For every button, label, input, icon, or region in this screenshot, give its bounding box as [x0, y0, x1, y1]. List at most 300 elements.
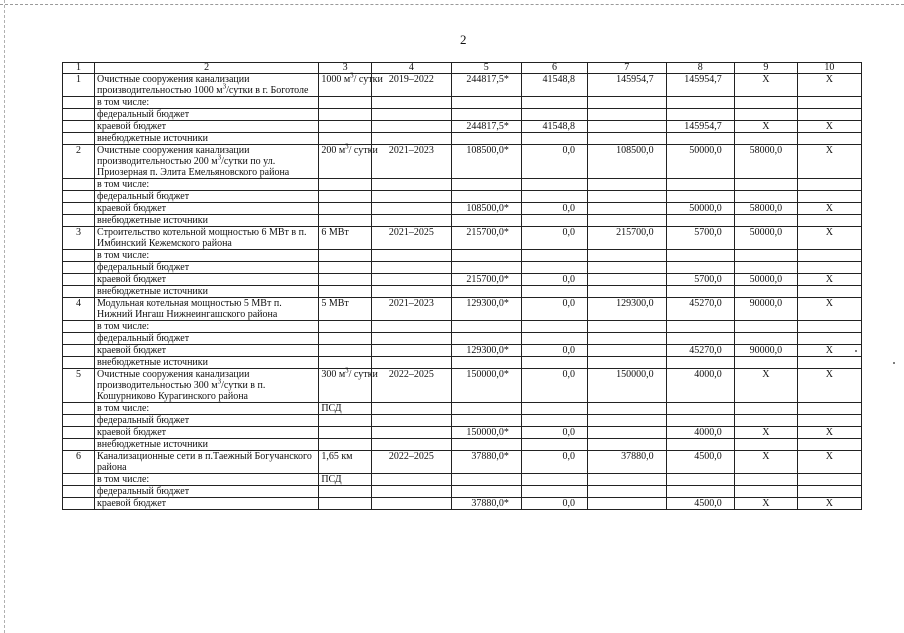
col8-value-cell	[666, 179, 734, 191]
budget-subrow	[63, 250, 862, 262]
object-name-cell: Очистные сооружения канализации производительностью 300 $м^3$/сутки в п. Кошурниково Курагинского района	[95, 369, 319, 403]
col7-value-cell	[588, 262, 667, 274]
col8-value-cell	[666, 191, 734, 203]
col8-value-cell	[666, 333, 734, 345]
col9-value-cell	[734, 286, 797, 298]
capacity-cell: 200 $м^3/$ сутки	[319, 145, 372, 179]
header-cell: 2	[95, 63, 319, 74]
budget-subrow	[63, 191, 862, 203]
col6-value-cell: 0,0	[521, 451, 587, 474]
capacity-cell	[319, 486, 372, 498]
object-name-cell: в том числе:	[95, 321, 319, 333]
header-cell: 5	[451, 63, 521, 74]
col6-value-cell	[521, 215, 587, 227]
col10-value-cell	[797, 109, 861, 121]
col8-value-cell	[666, 486, 734, 498]
col8-value-cell: 45270,0	[666, 298, 734, 321]
col9-value-cell	[734, 109, 797, 121]
object-name-cell: федеральный бюджет	[95, 486, 319, 498]
total-cost-cell: 37880,0*	[451, 451, 521, 474]
row-number-cell: 1	[63, 74, 95, 97]
col10-value-cell: Х	[797, 451, 861, 474]
object-name-cell: федеральный бюджет	[95, 191, 319, 203]
col10-value-cell: Х	[797, 345, 861, 357]
col10-value-cell	[797, 321, 861, 333]
total-cost-cell: 129300,0*	[451, 298, 521, 321]
row-number-cell	[63, 215, 95, 227]
budget-subrow	[63, 498, 862, 510]
object-name-cell: краевой бюджет	[95, 498, 319, 510]
col6-value-cell	[521, 97, 587, 109]
capacity-cell	[319, 439, 372, 451]
col9-value-cell: 90000,0	[734, 298, 797, 321]
col8-value-cell	[666, 403, 734, 415]
row-number-cell	[63, 439, 95, 451]
header-row	[63, 63, 862, 74]
capacity-cell	[319, 427, 372, 439]
col9-value-cell: Х	[734, 427, 797, 439]
col7-value-cell: 108500,0	[588, 145, 667, 179]
col10-value-cell: Х	[797, 227, 861, 250]
row-number-cell: 4	[63, 298, 95, 321]
col8-value-cell: 4500,0	[666, 498, 734, 510]
col10-value-cell	[797, 474, 861, 486]
col6-value-cell	[521, 321, 587, 333]
object-name-cell: Строительство котельной мощностью 6 МВт в п. Имбинский Кежемского района	[95, 227, 319, 250]
col8-value-cell: 4000,0	[666, 427, 734, 439]
period-cell: 2019–2022	[372, 74, 452, 97]
total-cost-cell	[451, 215, 521, 227]
total-cost-cell: 215700,0*	[451, 274, 521, 286]
total-cost-cell	[451, 286, 521, 298]
col7-value-cell: 150000,0	[588, 369, 667, 403]
col9-value-cell	[734, 415, 797, 427]
total-cost-cell: 244817,5*	[451, 74, 521, 97]
object-name-cell: в том числе:	[95, 474, 319, 486]
period-cell: 2022–2025	[372, 369, 452, 403]
col8-value-cell	[666, 109, 734, 121]
budget-subrow	[63, 333, 862, 345]
col10-value-cell: Х	[797, 369, 861, 403]
row-number-cell	[63, 121, 95, 133]
col9-value-cell: 50000,0	[734, 227, 797, 250]
object-name-cell: Очистные сооружения канализации производительностью 1000 $м^3$/сутки в г. Боготоле	[95, 74, 319, 97]
object-row	[63, 74, 862, 97]
period-cell: 2021–2025	[372, 227, 452, 250]
total-cost-cell	[451, 250, 521, 262]
period-cell: 2022–2025	[372, 451, 452, 474]
col10-value-cell	[797, 439, 861, 451]
col10-value-cell	[797, 415, 861, 427]
col8-value-cell	[666, 415, 734, 427]
col9-value-cell	[734, 262, 797, 274]
budget-subrow	[63, 179, 862, 191]
header-cell: 10	[797, 63, 861, 74]
row-number-cell	[63, 133, 95, 145]
object-row	[63, 298, 862, 321]
capacity-cell: 1,65 км	[319, 451, 372, 474]
object-name-cell: внебюджетные источники	[95, 439, 319, 451]
col10-value-cell: Х	[797, 498, 861, 510]
period-cell	[372, 357, 452, 369]
col8-value-cell	[666, 474, 734, 486]
period-cell	[372, 262, 452, 274]
total-cost-cell	[451, 133, 521, 145]
total-cost-cell	[451, 262, 521, 274]
capacity-cell	[319, 109, 372, 121]
budget-subrow	[63, 215, 862, 227]
col8-value-cell	[666, 97, 734, 109]
col10-value-cell	[797, 333, 861, 345]
total-cost-cell: 244817,5*	[451, 121, 521, 133]
investment-table	[62, 62, 862, 510]
capacity-cell: ПСД	[319, 403, 372, 415]
capacity-cell	[319, 498, 372, 510]
period-cell	[372, 474, 452, 486]
budget-subrow	[63, 109, 862, 121]
period-cell	[372, 250, 452, 262]
col8-value-cell: 50000,0	[666, 203, 734, 215]
budget-subrow	[63, 345, 862, 357]
col7-value-cell	[588, 498, 667, 510]
period-cell	[372, 439, 452, 451]
object-name-cell: краевой бюджет	[95, 345, 319, 357]
object-name-cell: Очистные сооружения канализации производительностью 200 $м^3$/сутки по ул. Приозерная п. Элита Емельяновского района	[95, 145, 319, 179]
col9-value-cell	[734, 333, 797, 345]
period-cell	[372, 415, 452, 427]
col10-value-cell	[797, 191, 861, 203]
row-number-cell	[63, 274, 95, 286]
capacity-cell	[319, 191, 372, 203]
header-cell: 8	[666, 63, 734, 74]
col7-value-cell: 129300,0	[588, 298, 667, 321]
col6-value-cell: 0,0	[521, 498, 587, 510]
total-cost-cell: 108500,0*	[451, 145, 521, 179]
col10-value-cell	[797, 262, 861, 274]
header-cell: 7	[588, 63, 667, 74]
col8-value-cell: 4000,0	[666, 369, 734, 403]
col7-value-cell	[588, 250, 667, 262]
capacity-cell	[319, 215, 372, 227]
row-number-cell	[63, 486, 95, 498]
object-name-cell: Модульная котельная мощностью 5 МВт п. Нижний Ингаш Нижнеингашского района	[95, 298, 319, 321]
col8-value-cell	[666, 357, 734, 369]
col10-value-cell	[797, 486, 861, 498]
row-number-cell: 5	[63, 369, 95, 403]
object-name-cell: федеральный бюджет	[95, 262, 319, 274]
period-cell: 2021–2023	[372, 145, 452, 179]
col7-value-cell	[588, 345, 667, 357]
object-name-cell: краевой бюджет	[95, 427, 319, 439]
col7-value-cell	[588, 321, 667, 333]
col8-value-cell: 145954,7	[666, 121, 734, 133]
col7-value-cell	[588, 486, 667, 498]
col10-value-cell: Х	[797, 427, 861, 439]
budget-subrow	[63, 439, 862, 451]
col6-value-cell	[521, 403, 587, 415]
scan-speck	[855, 350, 857, 352]
capacity-cell	[319, 179, 372, 191]
col6-value-cell: 0,0	[521, 203, 587, 215]
object-name-cell: федеральный бюджет	[95, 415, 319, 427]
col7-value-cell	[588, 121, 667, 133]
col7-value-cell	[588, 133, 667, 145]
col10-value-cell	[797, 215, 861, 227]
col10-value-cell: Х	[797, 74, 861, 97]
col8-value-cell	[666, 250, 734, 262]
col10-value-cell: Х	[797, 298, 861, 321]
capacity-cell: ПСД	[319, 474, 372, 486]
col9-value-cell	[734, 191, 797, 203]
total-cost-cell: 215700,0*	[451, 227, 521, 250]
period-cell	[372, 427, 452, 439]
capacity-cell	[319, 274, 372, 286]
total-cost-cell	[451, 403, 521, 415]
col7-value-cell	[588, 286, 667, 298]
col6-value-cell: 0,0	[521, 145, 587, 179]
total-cost-cell	[451, 415, 521, 427]
col7-value-cell	[588, 427, 667, 439]
period-cell	[372, 191, 452, 203]
object-row	[63, 145, 862, 179]
col7-value-cell: 145954,7	[588, 74, 667, 97]
budget-subrow	[63, 357, 862, 369]
scan-speck	[893, 362, 895, 364]
col10-value-cell	[797, 133, 861, 145]
budget-subrow	[63, 203, 862, 215]
total-cost-cell	[451, 486, 521, 498]
capacity-cell: 5 МВт	[319, 298, 372, 321]
row-number-cell	[63, 333, 95, 345]
col8-value-cell: 145954,7	[666, 74, 734, 97]
capacity-cell	[319, 415, 372, 427]
capacity-cell	[319, 345, 372, 357]
col8-value-cell	[666, 262, 734, 274]
col7-value-cell: 37880,0	[588, 451, 667, 474]
col10-value-cell	[797, 286, 861, 298]
col10-value-cell: Х	[797, 121, 861, 133]
object-name-cell: внебюджетные источники	[95, 215, 319, 227]
total-cost-cell	[451, 97, 521, 109]
object-name-cell: в том числе:	[95, 97, 319, 109]
col7-value-cell	[588, 203, 667, 215]
object-name-cell: в том числе:	[95, 179, 319, 191]
capacity-cell	[319, 286, 372, 298]
col8-value-cell	[666, 215, 734, 227]
col7-value-cell: 215700,0	[588, 227, 667, 250]
period-cell	[372, 215, 452, 227]
row-number-cell	[63, 286, 95, 298]
total-cost-cell	[451, 474, 521, 486]
col6-value-cell: 0,0	[521, 369, 587, 403]
budget-subrow	[63, 274, 862, 286]
row-number-cell	[63, 403, 95, 415]
capacity-cell	[319, 203, 372, 215]
capacity-cell	[319, 333, 372, 345]
col7-value-cell	[588, 97, 667, 109]
col9-value-cell	[734, 486, 797, 498]
period-cell	[372, 345, 452, 357]
capacity-cell: 300 $м^3/$ сутки	[319, 369, 372, 403]
row-number-cell: 6	[63, 451, 95, 474]
col7-value-cell	[588, 403, 667, 415]
object-name-cell: федеральный бюджет	[95, 333, 319, 345]
period-cell	[372, 179, 452, 191]
col6-value-cell	[521, 250, 587, 262]
col9-value-cell: Х	[734, 74, 797, 97]
budget-subrow	[63, 121, 862, 133]
col7-value-cell	[588, 179, 667, 191]
budget-subrow	[63, 474, 862, 486]
table-body	[63, 63, 862, 510]
period-cell	[372, 498, 452, 510]
col9-value-cell: Х	[734, 451, 797, 474]
col9-value-cell: 90000,0	[734, 345, 797, 357]
col6-value-cell: 41548,8	[521, 74, 587, 97]
col9-value-cell: Х	[734, 369, 797, 403]
col7-value-cell	[588, 333, 667, 345]
total-cost-cell: 150000,0*	[451, 427, 521, 439]
row-number-cell: 3	[63, 227, 95, 250]
row-number-cell	[63, 357, 95, 369]
row-number-cell: 2	[63, 145, 95, 179]
row-number-cell	[63, 250, 95, 262]
budget-subrow	[63, 133, 862, 145]
total-cost-cell	[451, 191, 521, 203]
period-cell	[372, 121, 452, 133]
row-number-cell	[63, 415, 95, 427]
col7-value-cell	[588, 439, 667, 451]
col8-value-cell: 5700,0	[666, 227, 734, 250]
col7-value-cell	[588, 415, 667, 427]
col6-value-cell	[521, 474, 587, 486]
header-cell: 6	[521, 63, 587, 74]
col10-value-cell	[797, 403, 861, 415]
object-name-cell: в том числе:	[95, 403, 319, 415]
total-cost-cell	[451, 179, 521, 191]
period-cell	[372, 403, 452, 415]
object-name-cell: краевой бюджет	[95, 274, 319, 286]
row-number-cell	[63, 498, 95, 510]
col9-value-cell: Х	[734, 498, 797, 510]
col6-value-cell	[521, 262, 587, 274]
col10-value-cell	[797, 97, 861, 109]
col10-value-cell	[797, 179, 861, 191]
period-cell	[372, 133, 452, 145]
col7-value-cell	[588, 274, 667, 286]
row-number-cell	[63, 109, 95, 121]
col9-value-cell	[734, 97, 797, 109]
period-cell: 2021–2023	[372, 298, 452, 321]
period-cell	[372, 274, 452, 286]
object-name-cell: внебюджетные источники	[95, 133, 319, 145]
col10-value-cell	[797, 357, 861, 369]
row-number-cell	[63, 427, 95, 439]
period-cell	[372, 109, 452, 121]
row-number-cell	[63, 262, 95, 274]
scan-edge-top	[0, 4, 904, 5]
col6-value-cell	[521, 333, 587, 345]
col8-value-cell: 4500,0	[666, 451, 734, 474]
capacity-cell	[319, 97, 372, 109]
col6-value-cell	[521, 357, 587, 369]
col7-value-cell	[588, 109, 667, 121]
col6-value-cell	[521, 191, 587, 203]
col6-value-cell	[521, 486, 587, 498]
row-number-cell	[63, 179, 95, 191]
col6-value-cell	[521, 415, 587, 427]
col6-value-cell: 0,0	[521, 227, 587, 250]
budget-subrow	[63, 97, 862, 109]
total-cost-cell	[451, 321, 521, 333]
total-cost-cell: 108500,0*	[451, 203, 521, 215]
col6-value-cell: 0,0	[521, 298, 587, 321]
col6-value-cell: 0,0	[521, 427, 587, 439]
budget-subrow	[63, 286, 862, 298]
budget-subrow	[63, 486, 862, 498]
col7-value-cell	[588, 191, 667, 203]
total-cost-cell	[451, 109, 521, 121]
object-name-cell: Канализационные сети в п.Таежный Богучанского района	[95, 451, 319, 474]
col8-value-cell	[666, 286, 734, 298]
capacity-cell	[319, 121, 372, 133]
col9-value-cell: 58000,0	[734, 145, 797, 179]
col8-value-cell: 45270,0	[666, 345, 734, 357]
period-cell	[372, 333, 452, 345]
object-name-cell: федеральный бюджет	[95, 109, 319, 121]
budget-subrow	[63, 415, 862, 427]
header-cell: 4	[372, 63, 452, 74]
total-cost-cell	[451, 333, 521, 345]
period-cell	[372, 203, 452, 215]
col8-value-cell	[666, 133, 734, 145]
col9-value-cell: 50000,0	[734, 274, 797, 286]
period-cell	[372, 97, 452, 109]
object-name-cell: в том числе:	[95, 250, 319, 262]
row-number-cell	[63, 321, 95, 333]
col9-value-cell: Х	[734, 121, 797, 133]
col9-value-cell	[734, 403, 797, 415]
capacity-cell: 1000 $м^3/$ сутки	[319, 74, 372, 97]
col9-value-cell	[734, 215, 797, 227]
col6-value-cell: 0,0	[521, 274, 587, 286]
col6-value-cell	[521, 286, 587, 298]
col9-value-cell	[734, 179, 797, 191]
col10-value-cell: Х	[797, 274, 861, 286]
col7-value-cell	[588, 474, 667, 486]
object-name-cell: внебюджетные источники	[95, 357, 319, 369]
capacity-cell	[319, 250, 372, 262]
row-number-cell	[63, 203, 95, 215]
page-number: 2	[460, 32, 467, 47]
col6-value-cell	[521, 133, 587, 145]
period-cell	[372, 286, 452, 298]
object-row	[63, 369, 862, 403]
col8-value-cell	[666, 439, 734, 451]
col6-value-cell	[521, 179, 587, 191]
object-row	[63, 227, 862, 250]
row-number-cell	[63, 345, 95, 357]
row-number-cell	[63, 191, 95, 203]
object-name-cell: внебюджетные источники	[95, 286, 319, 298]
total-cost-cell: 129300,0*	[451, 345, 521, 357]
object-row	[63, 451, 862, 474]
budget-subrow	[63, 403, 862, 415]
col6-value-cell: 0,0	[521, 345, 587, 357]
period-cell	[372, 321, 452, 333]
total-cost-cell: 37880,0*	[451, 498, 521, 510]
col7-value-cell	[588, 357, 667, 369]
